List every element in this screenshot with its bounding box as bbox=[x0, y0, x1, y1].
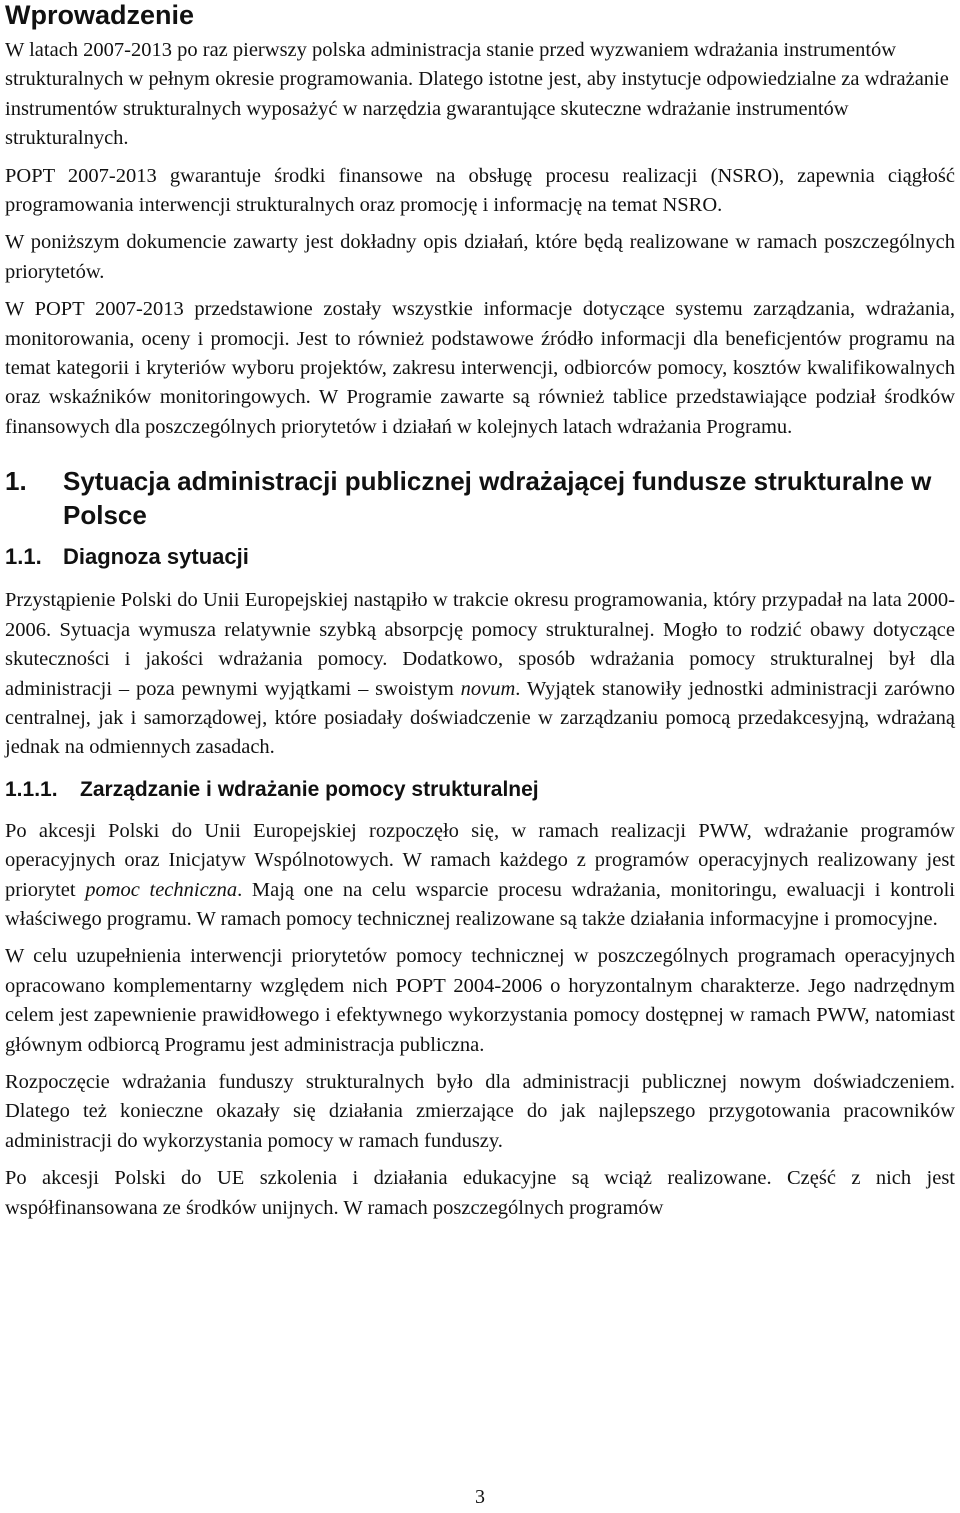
intro-paragraph-2: POPT 2007-2013 gwarantuje środki finansowe na obsługę procesu realizacji (NSRO), zapewnia ciągłość programowania interwencji strukturalnych oraz promocję i informację na temat NSRO. bbox=[5, 164, 955, 217]
diagnosis-italic-term: novum bbox=[460, 677, 516, 700]
intro-paragraph-1: W latach 2007-2013 po raz pierwszy polska administracja stanie przed wyzwaniem wdrażania instrumentów strukturalnych w pełnym okresie programowania. Dlatego istotne jest, aby instytucje odpowiedzialne za wdrażanie instrumentów strukturalnych wyposażyć w narzędzia gwarantujące skuteczne wdrażanie instrumentów strukturalnych. bbox=[5, 39, 949, 150]
section-1-number: 1. bbox=[5, 466, 27, 497]
section-1-heading bbox=[5, 464, 955, 532]
intro-paragraph-4: W POPT 2007-2013 przedstawione zostały wszystkie informacje dotyczące systemu zarządzania, wdrażania, monitorowania, oceny i promocji. Jest to również podstawowe źródło informacji dla beneficjentów programu na temat kategorii i kryteriów wyboru projektów, zakresu interwencji, odbiorców pomocy, kosztów kwalifikowalnych oraz wskaźników monitoringowych. W Programie zawarte są również tablice przedstawiające podział środków finansowych dla poszczególnych priorytetów i działań w kolejnych latach wdrażania Programu. bbox=[5, 298, 955, 438]
section-1-1-1-number: 1.1.1. bbox=[5, 777, 58, 801]
intro-heading: Wprowadzenie bbox=[5, 0, 195, 30]
diagnosis-paragraph bbox=[5, 586, 955, 762]
management-text-end: . Mają one na celu wsparcie procesu wdrażania, monitoringu, ewaluacji i kontroli właściwego programu. W ramach pomocy technicznej realizowane są także działania informacyjne i promocyjne. bbox=[5, 878, 955, 930]
diagnosis-text-start: Przystąpienie Polski do Unii Europejskiej nastąpiło w trakcie okresu programowania, który przypadał na lata 2000-2006. Sytuacja wymusza relatywnie szybką absorpcję pomocy strukturalnej. Mogło to rodzić obawy dotyczące skuteczności i jakości wdrażania pomocy. Dodatkowo, sposób wdrażania pomocy strukturalnej był dla administracji – poza pewnymi wyjątkami – swoistym bbox=[5, 589, 955, 700]
section-1-1-1-heading bbox=[5, 775, 955, 805]
management-text-start: Po akcesji Polski do Unii Europejskiej rozpoczęło się, w ramach realizacji PWW, wdrażanie programów operacyjnych oraz Inicjatyw Wspólnotowych. W ramach każdego z programów operacyjnych realizowany jest priorytet bbox=[5, 819, 955, 901]
section-1-1-number: 1.1. bbox=[5, 544, 42, 570]
document-page bbox=[5, 0, 955, 1231]
management-paragraph-1 bbox=[5, 817, 955, 935]
management-italic-term: pomoc techniczna bbox=[85, 878, 238, 901]
management-paragraph-3: Rozpoczęcie wdrażania funduszy strukturalnych było dla administracji publicznej nowym doświadczeniem. Dlatego też konieczne okazały się działania zmierzające do jak najlepszego przygotowania pracowników administracji do wykorzystania pomocy w ramach funduszy. bbox=[5, 1070, 955, 1152]
page-number: 3 bbox=[475, 1486, 485, 1508]
intro-paragraph-3: W poniższym dokumencie zawarty jest dokładny opis działań, które będą realizowane w ramach poszczególnych priorytetów. bbox=[5, 231, 955, 283]
diagnosis-text-end: . Wyjątek stanowiły jednostki administracji zarówno centralnej, jak i samorządowej, które posiadały doświadczenie w zarządzaniu pomocą przedakcesyjną, wdrażaną jednak na odmiennych zasadach. bbox=[5, 677, 955, 759]
section-1-1-title: Diagnoza sytuacji bbox=[63, 544, 249, 570]
section-1-title: Sytuacja administracji publicznej wdrażającej fundusze strukturalne w Polsce bbox=[63, 466, 932, 531]
section-1-1-1-title: Zarządzanie i wdrażanie pomocy strukturalnej bbox=[80, 777, 539, 801]
section-1-1-heading bbox=[5, 542, 955, 572]
management-paragraph-4: Po akcesji Polski do UE szkolenia i działania edukacyjne są wciąż realizowane. Część z nich jest współfinansowana ze środków unijnych. W ramach poszczególnych programów bbox=[5, 1167, 955, 1219]
management-paragraph-2: W celu uzupełnienia interwencji priorytetów pomocy technicznej w poszczególnych programach operacyjnych opracowano komplementarny względem nich POPT 2004-2006 o horyzontalnym charakterze. Jego nadrzędnym celem jest zapewnienie prawidłowego i efektywnego wykorzystania pomocy dostępnej w ramach PWW, natomiast głównym odbiorcą Programu jest administracja publiczna. bbox=[5, 945, 955, 1056]
